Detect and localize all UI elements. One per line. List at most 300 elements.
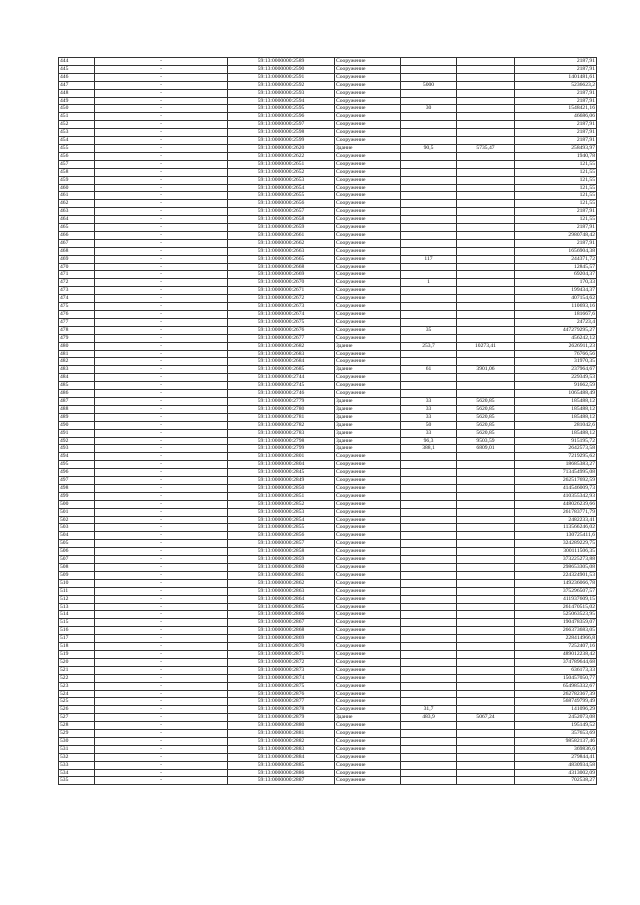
area-cell [401, 492, 457, 500]
length-cell: 5620,85 [457, 397, 515, 405]
area-cell: 33 [401, 429, 457, 437]
area-cell [401, 516, 457, 524]
cadastral-number: 59:13:0000000:2853 [228, 508, 335, 516]
row-dash: - [95, 571, 228, 579]
cadastral-number: 59:13:0000000:2592 [228, 81, 335, 89]
cadastral-value: 374789644,68 [515, 658, 597, 666]
cadastral-value: 170,33 [515, 279, 597, 287]
object-type: Сооружение [335, 571, 401, 579]
table-row [59, 658, 597, 666]
row-number: 520 [59, 658, 95, 666]
row-dash: - [95, 437, 228, 445]
length-cell [457, 224, 515, 232]
area-cell [401, 295, 457, 303]
row-number: 479 [59, 334, 95, 342]
length-cell [457, 247, 515, 255]
cadastral-number: 59:13:0000000:2857 [228, 540, 335, 548]
cadastral-value: 2187,91 [515, 58, 597, 66]
cadastral-value: 229349,53 [515, 374, 597, 382]
object-type: Сооружение [335, 540, 401, 548]
object-type: Сооружение [335, 216, 401, 224]
row-dash: - [95, 224, 228, 232]
area-cell [401, 548, 457, 556]
length-cell [457, 722, 515, 730]
cadastral-value: 1940,78 [515, 152, 597, 160]
area-cell [401, 579, 457, 587]
length-cell [457, 627, 515, 635]
object-type: Здание [335, 405, 401, 413]
row-dash: - [95, 714, 228, 722]
length-cell [457, 81, 515, 89]
length-cell: 5620,85 [457, 405, 515, 413]
cadastral-number: 59:13:0000000:2653 [228, 176, 335, 184]
cadastral-value: 149236066,78 [515, 579, 597, 587]
cadastral-number: 59:13:0000000:2675 [228, 318, 335, 326]
table-row [59, 287, 597, 295]
row-dash: - [95, 168, 228, 176]
cadastral-value: 113566246,02 [515, 524, 597, 532]
object-type: Сооружение [335, 556, 401, 564]
object-type: Сооружение [335, 192, 401, 200]
table-row [59, 342, 597, 350]
table-row [59, 674, 597, 682]
cadastral-number: 59:13:0000000:2850 [228, 484, 335, 492]
row-number: 530 [59, 737, 95, 745]
cadastral-value: 121,55 [515, 216, 597, 224]
row-dash: - [95, 761, 228, 769]
cadastral-number: 59:13:0000000:2658 [228, 216, 335, 224]
object-type: Сооружение [335, 97, 401, 105]
row-number: 524 [59, 690, 95, 698]
area-cell [401, 239, 457, 247]
table-row [59, 247, 597, 255]
row-dash: - [95, 121, 228, 129]
table-row [59, 714, 597, 722]
area-cell [401, 524, 457, 532]
cadastral-value: 2187,91 [515, 97, 597, 105]
row-number: 503 [59, 524, 95, 532]
object-type: Сооружение [335, 358, 401, 366]
row-number: 496 [59, 469, 95, 477]
table-row [59, 524, 597, 532]
table-row [59, 105, 597, 113]
object-type: Сооружение [335, 619, 401, 627]
length-cell [457, 643, 515, 651]
area-cell [401, 619, 457, 627]
table-row [59, 97, 597, 105]
row-number: 499 [59, 492, 95, 500]
row-dash: - [95, 421, 228, 429]
object-type: Сооружение [335, 350, 401, 358]
object-type: Сооружение [335, 737, 401, 745]
row-number: 466 [59, 231, 95, 239]
cadastral-value: 410355342,93 [515, 492, 597, 500]
object-type: Сооружение [335, 121, 401, 129]
cadastral-number: 59:13:0000000:2878 [228, 706, 335, 714]
row-dash: - [95, 247, 228, 255]
length-cell [457, 666, 515, 674]
row-number: 489 [59, 413, 95, 421]
length-cell [457, 287, 515, 295]
table-row [59, 382, 597, 390]
area-cell [401, 58, 457, 66]
length-cell [457, 619, 515, 627]
length-cell [457, 461, 515, 469]
row-dash: - [95, 350, 228, 358]
cadastral-number: 59:13:0000000:2861 [228, 571, 335, 579]
length-cell [457, 571, 515, 579]
row-dash: - [95, 318, 228, 326]
length-cell [457, 540, 515, 548]
cadastral-value: 5236623,2 [515, 81, 597, 89]
table-row [59, 374, 597, 382]
object-type: Здание [335, 437, 401, 445]
table-row [59, 777, 597, 785]
cadastral-number: 59:13:0000000:2875 [228, 682, 335, 690]
cadastral-value: 121,55 [515, 176, 597, 184]
cadastral-value: 375296507,57 [515, 587, 597, 595]
object-type: Сооружение [335, 113, 401, 121]
length-cell [457, 263, 515, 271]
length-cell: 5620,85 [457, 429, 515, 437]
row-dash: - [95, 58, 228, 66]
length-cell [457, 777, 515, 785]
row-dash: - [95, 579, 228, 587]
row-number: 494 [59, 453, 95, 461]
area-cell [401, 318, 457, 326]
cadastral-value: 24723,4 [515, 318, 597, 326]
row-dash: - [95, 160, 228, 168]
table-row [59, 184, 597, 192]
cadastral-number: 59:13:0000000:2804 [228, 461, 335, 469]
row-dash: - [95, 658, 228, 666]
cadastral-number: 59:13:0000000:2860 [228, 564, 335, 572]
cadastral-value: 2452073,08 [515, 714, 597, 722]
length-cell [457, 358, 515, 366]
cadastral-number: 59:13:0000000:2867 [228, 619, 335, 627]
row-dash: - [95, 295, 228, 303]
length-cell [457, 477, 515, 485]
object-type: Сооружение [335, 263, 401, 271]
row-dash: - [95, 484, 228, 492]
cadastral-value: 2187,91 [515, 121, 597, 129]
area-cell: 253,7 [401, 342, 457, 350]
object-type: Сооружение [335, 627, 401, 635]
row-number: 533 [59, 761, 95, 769]
row-dash: - [95, 745, 228, 753]
length-cell [457, 564, 515, 572]
table-row [59, 761, 597, 769]
length-cell [457, 390, 515, 398]
cadastral-number: 59:13:0000000:2852 [228, 500, 335, 508]
cadastral-value: 7219295,62 [515, 453, 597, 461]
cadastral-number: 59:13:0000000:2870 [228, 643, 335, 651]
length-cell [457, 192, 515, 200]
object-type: Сооружение [335, 564, 401, 572]
table-body [59, 58, 597, 785]
row-number: 491 [59, 429, 95, 437]
cadastral-number: 59:13:0000000:2596 [228, 113, 335, 121]
cadastral-value: 121,55 [515, 184, 597, 192]
cadastral-value: 2626911,23 [515, 342, 597, 350]
row-number: 517 [59, 635, 95, 643]
area-cell: 61 [401, 366, 457, 374]
cadastral-value: 4313002,09 [515, 769, 597, 777]
row-number: 481 [59, 350, 95, 358]
row-dash: - [95, 413, 228, 421]
object-type: Сооружение [335, 492, 401, 500]
length-cell [457, 690, 515, 698]
table-row [59, 65, 597, 73]
cadastral-value: 121,55 [515, 168, 597, 176]
row-dash: - [95, 216, 228, 224]
row-number: 508 [59, 564, 95, 572]
length-cell: 10273,41 [457, 342, 515, 350]
length-cell: 5067,24 [457, 714, 515, 722]
area-cell [401, 129, 457, 137]
length-cell [457, 105, 515, 113]
cadastral-value: 447279295,27 [515, 326, 597, 334]
length-cell [457, 500, 515, 508]
row-number: 522 [59, 674, 95, 682]
length-cell [457, 160, 515, 168]
table-row [59, 405, 597, 413]
length-cell [457, 255, 515, 263]
cadastral-value: 489012238,42 [515, 650, 597, 658]
area-cell [401, 690, 457, 698]
row-dash: - [95, 753, 228, 761]
cadastral-value: 525063523,95 [515, 611, 597, 619]
cadastral-number: 59:13:0000000:2671 [228, 287, 335, 295]
object-type: Сооружение [335, 224, 401, 232]
cadastral-number: 59:13:0000000:2855 [228, 524, 335, 532]
area-cell [401, 350, 457, 358]
object-type: Сооружение [335, 777, 401, 785]
length-cell [457, 737, 515, 745]
row-number: 492 [59, 437, 95, 445]
object-type: Сооружение [335, 105, 401, 113]
row-dash: - [95, 453, 228, 461]
cadastral-value: 407154,62 [515, 295, 597, 303]
row-dash: - [95, 445, 228, 453]
table-row [59, 152, 597, 160]
table-row [59, 571, 597, 579]
area-cell: 30 [401, 105, 457, 113]
row-dash: - [95, 334, 228, 342]
row-dash: - [95, 105, 228, 113]
length-cell [457, 152, 515, 160]
table-row [59, 295, 597, 303]
cadastral-number: 59:13:0000000:2744 [228, 374, 335, 382]
area-cell [401, 587, 457, 595]
row-number: 483 [59, 366, 95, 374]
area-cell [401, 192, 457, 200]
cadastral-value: 98582137,46 [515, 737, 597, 745]
cadastral-value: 18685383,27 [515, 461, 597, 469]
table-row [59, 144, 597, 152]
cadastral-value: 2187,91 [515, 129, 597, 137]
length-cell: 5620,85 [457, 413, 515, 421]
length-cell [457, 334, 515, 342]
object-type: Здание [335, 445, 401, 453]
area-cell [401, 753, 457, 761]
cadastral-value: 1401481,61 [515, 73, 597, 81]
cadastral-value: 7252407,16 [515, 643, 597, 651]
area-cell: 117 [401, 255, 457, 263]
object-type: Сооружение [335, 650, 401, 658]
cadastral-value: 244371,72 [515, 255, 597, 263]
cadastral-value: 199434,37 [515, 287, 597, 295]
object-type: Сооружение [335, 461, 401, 469]
cadastral-number: 59:13:0000000:2676 [228, 326, 335, 334]
cadastral-number: 59:13:0000000:2799 [228, 445, 335, 453]
table-row [59, 548, 597, 556]
row-dash: - [95, 231, 228, 239]
object-type: Сооружение [335, 587, 401, 595]
row-number: 516 [59, 627, 95, 635]
cadastral-number: 59:13:0000000:2880 [228, 722, 335, 730]
row-dash: - [95, 303, 228, 311]
table-row [59, 168, 597, 176]
cadastral-number: 59:13:0000000:2598 [228, 129, 335, 137]
length-cell [457, 484, 515, 492]
row-number: 527 [59, 714, 95, 722]
object-type: Сооружение [335, 168, 401, 176]
area-cell: 31,7 [401, 706, 457, 714]
cadastral-number: 59:13:0000000:2677 [228, 334, 335, 342]
object-type: Сооружение [335, 453, 401, 461]
area-cell [401, 500, 457, 508]
area-cell [401, 247, 457, 255]
cadastral-value: 224324901,53 [515, 571, 597, 579]
cadastral-number: 59:13:0000000:2851 [228, 492, 335, 500]
object-type: Сооружение [335, 81, 401, 89]
object-type: Сооружение [335, 311, 401, 319]
row-number: 521 [59, 666, 95, 674]
object-type: Сооружение [335, 666, 401, 674]
area-cell [401, 556, 457, 564]
area-cell [401, 461, 457, 469]
area-cell [401, 137, 457, 145]
table-row [59, 540, 597, 548]
object-type: Сооружение [335, 753, 401, 761]
length-cell [457, 129, 515, 137]
area-cell [401, 769, 457, 777]
row-number: 459 [59, 176, 95, 184]
object-type: Сооружение [335, 247, 401, 255]
row-number: 507 [59, 556, 95, 564]
cadastral-value: 46686,06 [515, 113, 597, 121]
cadastral-number: 59:13:0000000:2863 [228, 587, 335, 595]
object-type: Сооружение [335, 611, 401, 619]
cadastral-value: 281042,6 [515, 421, 597, 429]
row-dash: - [95, 279, 228, 287]
table-row [59, 113, 597, 121]
row-number: 505 [59, 540, 95, 548]
row-number: 449 [59, 97, 95, 105]
cadastral-number: 59:13:0000000:2887 [228, 777, 335, 785]
table-row [59, 769, 597, 777]
row-number: 501 [59, 508, 95, 516]
object-type: Сооружение [335, 643, 401, 651]
area-cell [401, 635, 457, 643]
length-cell [457, 216, 515, 224]
length-cell [457, 603, 515, 611]
row-number: 480 [59, 342, 95, 350]
row-dash: - [95, 326, 228, 334]
object-type: Сооружение [335, 761, 401, 769]
row-number: 526 [59, 706, 95, 714]
area-cell [401, 611, 457, 619]
row-dash: - [95, 769, 228, 777]
cadastral-value: 654985332,67 [515, 682, 597, 690]
cadastral-value: 69204,37 [515, 271, 597, 279]
cadastral-number: 59:13:0000000:2662 [228, 239, 335, 247]
row-dash: - [95, 342, 228, 350]
cadastral-number: 59:13:0000000:2745 [228, 382, 335, 390]
row-dash: - [95, 516, 228, 524]
length-cell: 9503,59 [457, 437, 515, 445]
cadastral-value: 110693,16 [515, 303, 597, 311]
cadastral-value: 1065488,49 [515, 390, 597, 398]
cadastral-value: 2482233,41 [515, 516, 597, 524]
cadastral-value: 76766,56 [515, 350, 597, 358]
table-row [59, 397, 597, 405]
cadastral-value: 121,55 [515, 200, 597, 208]
object-type: Сооружение [335, 152, 401, 160]
cadastral-value: 702538,27 [515, 777, 597, 785]
row-number: 445 [59, 65, 95, 73]
cadastral-value: 568749799,49 [515, 698, 597, 706]
row-number: 444 [59, 58, 95, 66]
row-dash: - [95, 564, 228, 572]
length-cell [457, 97, 515, 105]
length-cell [457, 753, 515, 761]
cadastral-value: 12845,57 [515, 263, 597, 271]
table-row [59, 279, 597, 287]
table-row [59, 469, 597, 477]
row-number: 482 [59, 358, 95, 366]
row-dash: - [95, 556, 228, 564]
row-number: 472 [59, 279, 95, 287]
cadastral-value: 121,55 [515, 160, 597, 168]
length-cell [457, 295, 515, 303]
cadastral-value: 915195,72 [515, 437, 597, 445]
object-type: Сооружение [335, 477, 401, 485]
table-row [59, 737, 597, 745]
row-number: 484 [59, 374, 95, 382]
area-cell [401, 658, 457, 666]
object-type: Сооружение [335, 65, 401, 73]
table-row [59, 722, 597, 730]
length-cell [457, 58, 515, 66]
object-type: Сооружение [335, 184, 401, 192]
row-number: 506 [59, 548, 95, 556]
area-cell [401, 477, 457, 485]
row-dash: - [95, 239, 228, 247]
area-cell [401, 745, 457, 753]
cadastral-value: 2187,91 [515, 65, 597, 73]
cadastral-number: 59:13:0000000:2864 [228, 595, 335, 603]
row-number: 455 [59, 144, 95, 152]
row-number: 500 [59, 500, 95, 508]
table-row [59, 137, 597, 145]
area-cell: 96,3 [401, 437, 457, 445]
cadastral-value: 414546009,73 [515, 484, 597, 492]
area-cell [401, 121, 457, 129]
object-type: Сооружение [335, 287, 401, 295]
row-number: 464 [59, 216, 95, 224]
